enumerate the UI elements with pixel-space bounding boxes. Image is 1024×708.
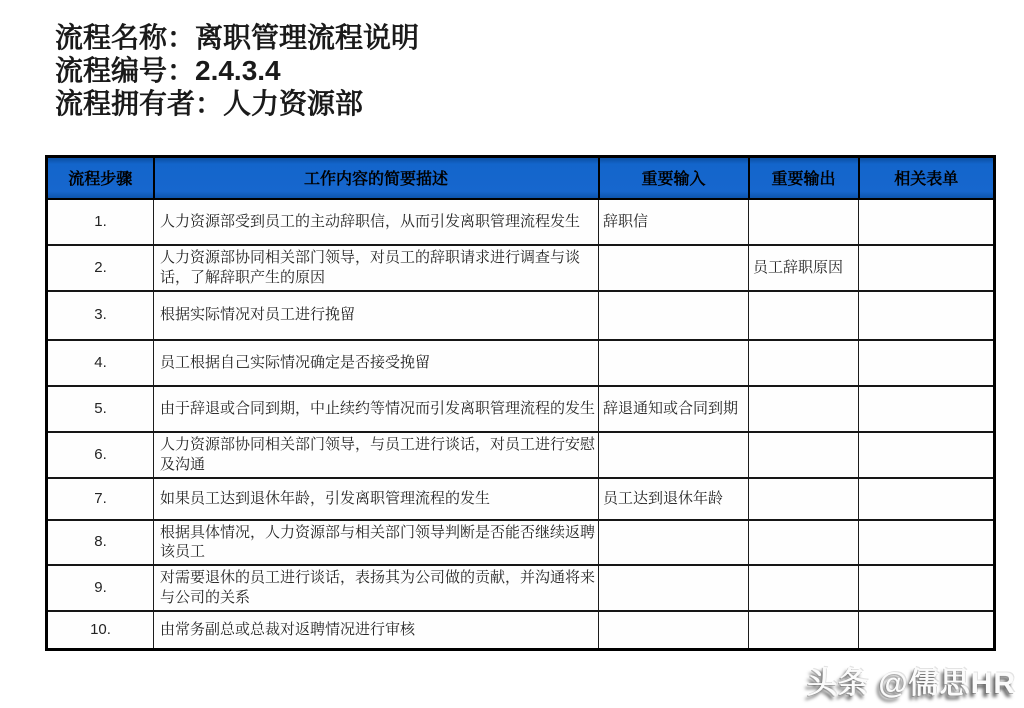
table-header-row <box>47 157 995 199</box>
output-cell <box>749 520 859 566</box>
table-row <box>47 520 995 566</box>
output-cell: 员工辞职原因 <box>749 245 859 291</box>
table-row <box>47 478 995 520</box>
form-cell <box>859 611 995 650</box>
description-cell: 人力资源部协同相关部门领导，与员工进行谈话，对员工进行安慰及沟通 <box>154 432 599 478</box>
form-cell <box>859 199 995 245</box>
form-cell <box>859 520 995 566</box>
process-owner-line: 流程拥有者：人力资源部 <box>55 88 364 119</box>
table-row <box>47 432 995 478</box>
table-row <box>47 340 995 386</box>
output-cell <box>749 611 859 650</box>
input-cell <box>599 432 749 478</box>
form-cell <box>859 386 995 432</box>
input-cell: 辞职信 <box>599 199 749 245</box>
table-row <box>47 611 995 650</box>
input-cell <box>599 611 749 650</box>
input-cell <box>599 245 749 291</box>
step-cell: 6. <box>47 432 154 478</box>
description-cell: 由常务副总或总裁对返聘情况进行审核 <box>154 611 599 650</box>
output-cell <box>749 432 859 478</box>
description-cell: 如果员工达到退休年龄，引发离职管理流程的发生 <box>154 478 599 520</box>
input-cell: 员工达到退休年龄 <box>599 478 749 520</box>
toutiao-watermark: 头条 @儒思HR <box>807 667 1016 700</box>
column-header-input: 重要输入 <box>599 157 749 199</box>
input-cell: 辞退通知或合同到期 <box>599 386 749 432</box>
form-cell <box>859 291 995 340</box>
description-cell: 对需要退休的员工进行谈话，表扬其为公司做的贡献，并沟通将来与公司的关系 <box>154 565 599 611</box>
column-header-description: 工作内容的简要描述 <box>154 157 599 199</box>
column-header-form: 相关表单 <box>859 157 995 199</box>
input-cell <box>599 291 749 340</box>
step-cell: 9. <box>47 565 154 611</box>
form-cell <box>859 565 995 611</box>
description-cell: 人力资源部受到员工的主动辞职信，从而引发离职管理流程发生 <box>154 199 599 245</box>
output-cell <box>749 478 859 520</box>
output-cell <box>749 386 859 432</box>
step-cell: 1. <box>47 199 154 245</box>
form-cell <box>859 478 995 520</box>
step-cell: 8. <box>47 520 154 566</box>
form-cell <box>859 340 995 386</box>
description-cell: 根据实际情况对员工进行挽留 <box>154 291 599 340</box>
table-row <box>47 199 995 245</box>
step-cell: 4. <box>47 340 154 386</box>
process-steps-table <box>45 155 996 651</box>
input-cell <box>599 340 749 386</box>
table-row <box>47 291 995 340</box>
table-row <box>47 245 995 291</box>
process-name-line: 流程名称：离职管理流程说明 <box>55 22 420 53</box>
description-cell: 由于辞退或合同到期，中止续约等情况而引发离职管理流程的发生 <box>154 386 599 432</box>
table-row <box>47 565 995 611</box>
output-cell <box>749 199 859 245</box>
table-row <box>47 386 995 432</box>
output-cell <box>749 291 859 340</box>
process-number-line: 流程编号：2.4.3.4 <box>55 55 281 86</box>
output-cell <box>749 340 859 386</box>
column-header-output: 重要输出 <box>749 157 859 199</box>
input-cell <box>599 565 749 611</box>
description-cell: 员工根据自己实际情况确定是否接受挽留 <box>154 340 599 386</box>
form-cell <box>859 245 995 291</box>
document-title-block <box>55 21 419 120</box>
step-cell: 7. <box>47 478 154 520</box>
column-header-step: 流程步骤 <box>47 157 154 199</box>
step-cell: 10. <box>47 611 154 650</box>
description-cell: 人力资源部协同相关部门领导，对员工的辞职请求进行调查与谈话，了解辞职产生的原因 <box>154 245 599 291</box>
input-cell <box>599 520 749 566</box>
step-cell: 5. <box>47 386 154 432</box>
form-cell <box>859 432 995 478</box>
step-cell: 3. <box>47 291 154 340</box>
step-cell: 2. <box>47 245 154 291</box>
output-cell <box>749 565 859 611</box>
description-cell: 根据具体情况，人力资源部与相关部门领导判断是否能否继续返聘该员工 <box>154 520 599 566</box>
